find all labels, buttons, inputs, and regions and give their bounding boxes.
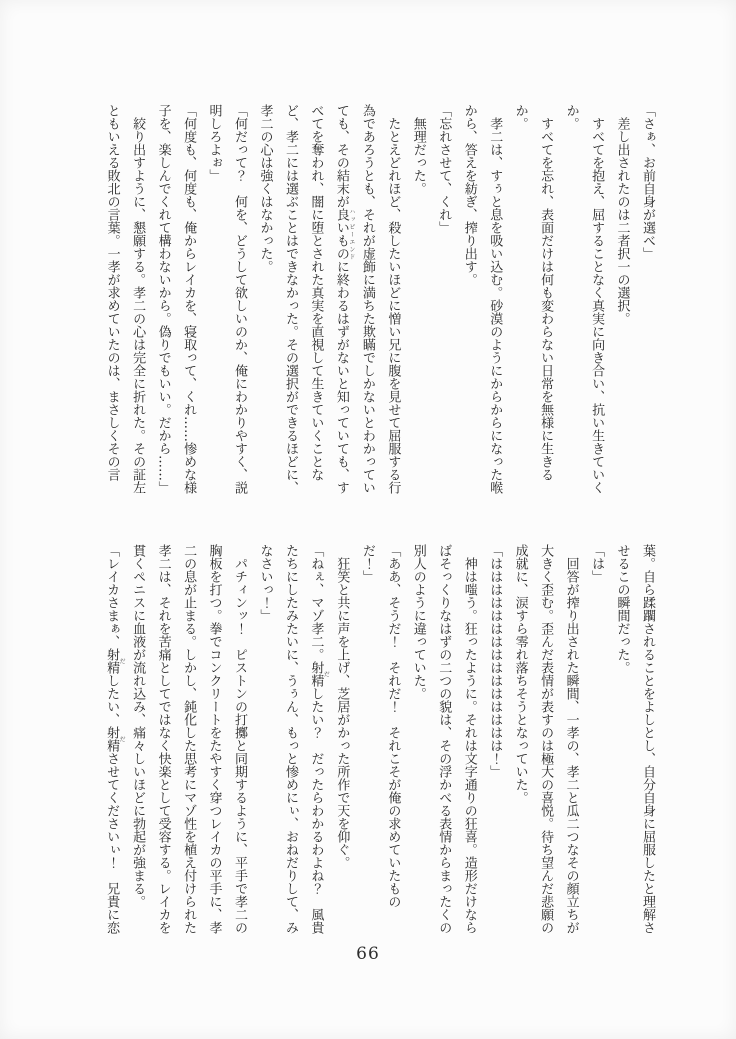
text-block-bottom bbox=[99, 544, 660, 974]
text-line: 成就に、涙すら零れ落ちそうとなっていた。 bbox=[512, 544, 528, 804]
text-line: 神は嗤う。狂ったように。それは文字通りの狂喜。造形だけなら bbox=[461, 557, 477, 934]
text-line: ても、その結末が良いもの ハッピーエンドに終わるはずがないと知っていても、す bbox=[333, 104, 355, 494]
text-line: か。 bbox=[563, 104, 579, 130]
text-line: べてを奪われ、闇に堕とされた真実を直視して生きていくことな bbox=[308, 104, 324, 481]
text-line: 狂笑と共に声を上げ、芝居がかった所作で天を仰ぐ。 bbox=[334, 557, 350, 869]
text-line: 二の息が止まる。しかし、鈍化した思考にマゾ性を植え付けられた bbox=[181, 544, 197, 934]
text-line: 「ははははははははははははははは！」 bbox=[487, 544, 503, 778]
text-line: 「さぁ、お前自身が選べ」 bbox=[640, 104, 655, 260]
text-line: 葉。自ら蹂躙されることをよしとし、自分自身に屈服したと理解さ bbox=[640, 544, 655, 934]
text-line: 「レイカさまぁ、射精 だしたい、射精 ださせてくださいぃ！ 兄貴に恋 bbox=[104, 544, 126, 934]
text-line: 差し出されたのは二者択一の選択。 bbox=[614, 117, 630, 325]
text-line: 孝二の心は強くはなかった。 bbox=[257, 104, 273, 273]
text-line: 別人のように違っていた。 bbox=[410, 544, 426, 700]
text-line: ともいえる敗北の言葉。一孝が求めていたのは、まさしくその言 bbox=[104, 104, 120, 481]
text-line: たとえどれほど、殺したいほどに憎い兄に腹を見せて屈服する行 bbox=[385, 117, 401, 494]
text-line: 「ああ、そうだ！ それだ！ それこそが俺の求めていたもの bbox=[385, 544, 401, 908]
furigana-ruby: 射精 だ bbox=[308, 661, 330, 687]
text-line: 胸板を打つ。拳でコンクリートをたやすく穿つレイカの平手に、孝 bbox=[206, 544, 222, 934]
text-line: 「ねぇ、マゾ孝二。射精 だしたい？ だったらわかるわよね？ 風貴 bbox=[308, 544, 330, 934]
text-line: ばそっくりなはずの二つの貌は、その浮かべる表情からまったくの bbox=[436, 544, 452, 934]
text-line: せるこの瞬間だった。 bbox=[614, 544, 630, 674]
text-line: 「何だって？ 何を、どうして欲しいのか、俺にわかりやすく、説 bbox=[232, 104, 247, 494]
text-line: ど、孝二には選ぶことはできなかった。その選択ができるほどに、 bbox=[282, 104, 298, 494]
text-line: 孝二は、それを苦痛としてではなく快楽として受容する。レイカを bbox=[155, 544, 171, 934]
text-line: 明しろよぉ」 bbox=[206, 104, 222, 182]
text-line: すべてを抱え、屈することなく真実に向き合い、抗い生きていく bbox=[589, 117, 605, 494]
text-block-top bbox=[99, 104, 660, 552]
text-line: 大きく歪む。歪んだ表情が表すのは極大の喜悦。待ち望んだ悲願の bbox=[538, 544, 554, 934]
text-line: 「は」 bbox=[589, 544, 605, 583]
furigana-ruby: 射精 だ bbox=[104, 648, 126, 674]
text-line: から、答えを紡ぎ、搾り出す。 bbox=[461, 104, 477, 286]
text-line: 為であろうとも、それが虚飾に満ちた欺瞞でしかないとわかってい bbox=[359, 104, 375, 494]
text-line: すべてを忘れ、表面だけは何も変わらない日常を無様に生きる bbox=[538, 117, 554, 481]
furigana-ruby: 射精 だ bbox=[104, 726, 126, 752]
text-line: 絞り出すように、懇願する。孝二の心は完全に折れた。その証左 bbox=[130, 117, 146, 494]
text-line: なさいっ！」 bbox=[257, 544, 273, 622]
page-number: 66 bbox=[356, 944, 380, 964]
text-line: 「何度も、何度も、俺からレイカを、寝取って、くれ……惨めな様 bbox=[181, 104, 197, 494]
text-line: 回答が搾り出された瞬間、一孝の、孝二と瓜二つなその顔立ちが bbox=[563, 557, 579, 934]
furigana-ruby: 良いもの ハッピーエンド bbox=[333, 208, 355, 260]
text-line: 無理だった。 bbox=[410, 117, 426, 195]
text-line: パチィンッ！ ピストンの打擲と同期するように、平手で孝二の bbox=[232, 557, 247, 934]
text-line: 孝二は、すぅと息を吸い込む。砂漠のようにからからになった喉 bbox=[487, 117, 503, 494]
text-line: 「忘れさせて、くれ」 bbox=[436, 104, 452, 234]
text-line: だ！」 bbox=[359, 544, 375, 583]
text-line: 子を、楽しんでくれて構わないから。偽りでもいい。だから……」 bbox=[155, 104, 171, 494]
text-line: たちにしたみたいに、うぅん、もっと惨めにぃ、おねだりして、み bbox=[282, 544, 298, 934]
text-line: 貫くペニスに血液が流れ込み、痛々しいほどに勃起が強まる。 bbox=[130, 544, 146, 908]
text-line: か。 bbox=[512, 104, 528, 130]
